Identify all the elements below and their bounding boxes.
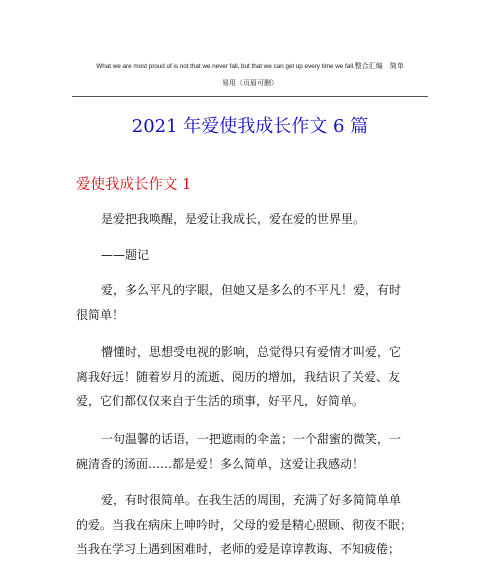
paragraph-love-simple — [76, 278, 432, 327]
paragraph-line: ——题记 — [101, 248, 150, 262]
header-divider — [72, 96, 428, 97]
paragraph-line: 很简单！ — [76, 307, 125, 322]
header-suffix: 整合汇编 简单 — [354, 62, 404, 70]
paragraph-line: 是爱把我唤醒，是爱让我成长，爱在爱的世界里。 — [101, 212, 366, 226]
section-title: 爱使我成长作文 1 — [76, 177, 192, 193]
paragraph-line: 爱，它们都仅仅来自于生活的琐事，好平凡，好简单。 — [76, 394, 365, 408]
paragraph-line: 当我在学习上遇到困难时，老师的爱是谆谆教诲、不知疲倦； — [76, 542, 401, 556]
paragraph-line: 懵懂时，思想受电视的影响，总觉得只有爱情才叫爱，它 — [101, 345, 402, 359]
paragraph-line: 爱，有时很简单。在我生活的周围，充满了好多简简单单 — [101, 493, 402, 507]
paragraph-line: 的爱。当我在病床上呻吟时，父母的爱是精心照顾、彻夜不眠； — [76, 517, 413, 532]
paragraph-line: 爱，多么平凡的字眼，但她又是多么的不平凡！爱，有时 — [101, 283, 402, 297]
document-title: 2021 年爱使我成长作文 6 篇 — [131, 116, 369, 137]
paragraph-line: 碗清香的汤面……都是爱！多么简单，这爱让我感动！ — [76, 456, 365, 471]
paragraph-epigraph-source — [76, 243, 432, 268]
paragraph-surroundings — [76, 488, 432, 562]
paragraph-epigraph — [76, 207, 432, 232]
paragraph-childhood — [76, 340, 432, 414]
header-note: 易用（页眉可删） — [222, 79, 278, 87]
paragraph-line: 一句温馨的话语，一把遮雨的伞盖；一个甜蜜的微笑，一 — [101, 432, 402, 446]
paragraph-line: 离我好远！随着岁月的流逝、阅历的增加，我结识了关爱、友 — [76, 369, 401, 384]
header-quote: What we are most proud of is not that we never fall, but that we can get up every time we fall. — [96, 63, 355, 70]
page-header — [72, 58, 428, 91]
paragraph-warm-words — [76, 427, 432, 476]
